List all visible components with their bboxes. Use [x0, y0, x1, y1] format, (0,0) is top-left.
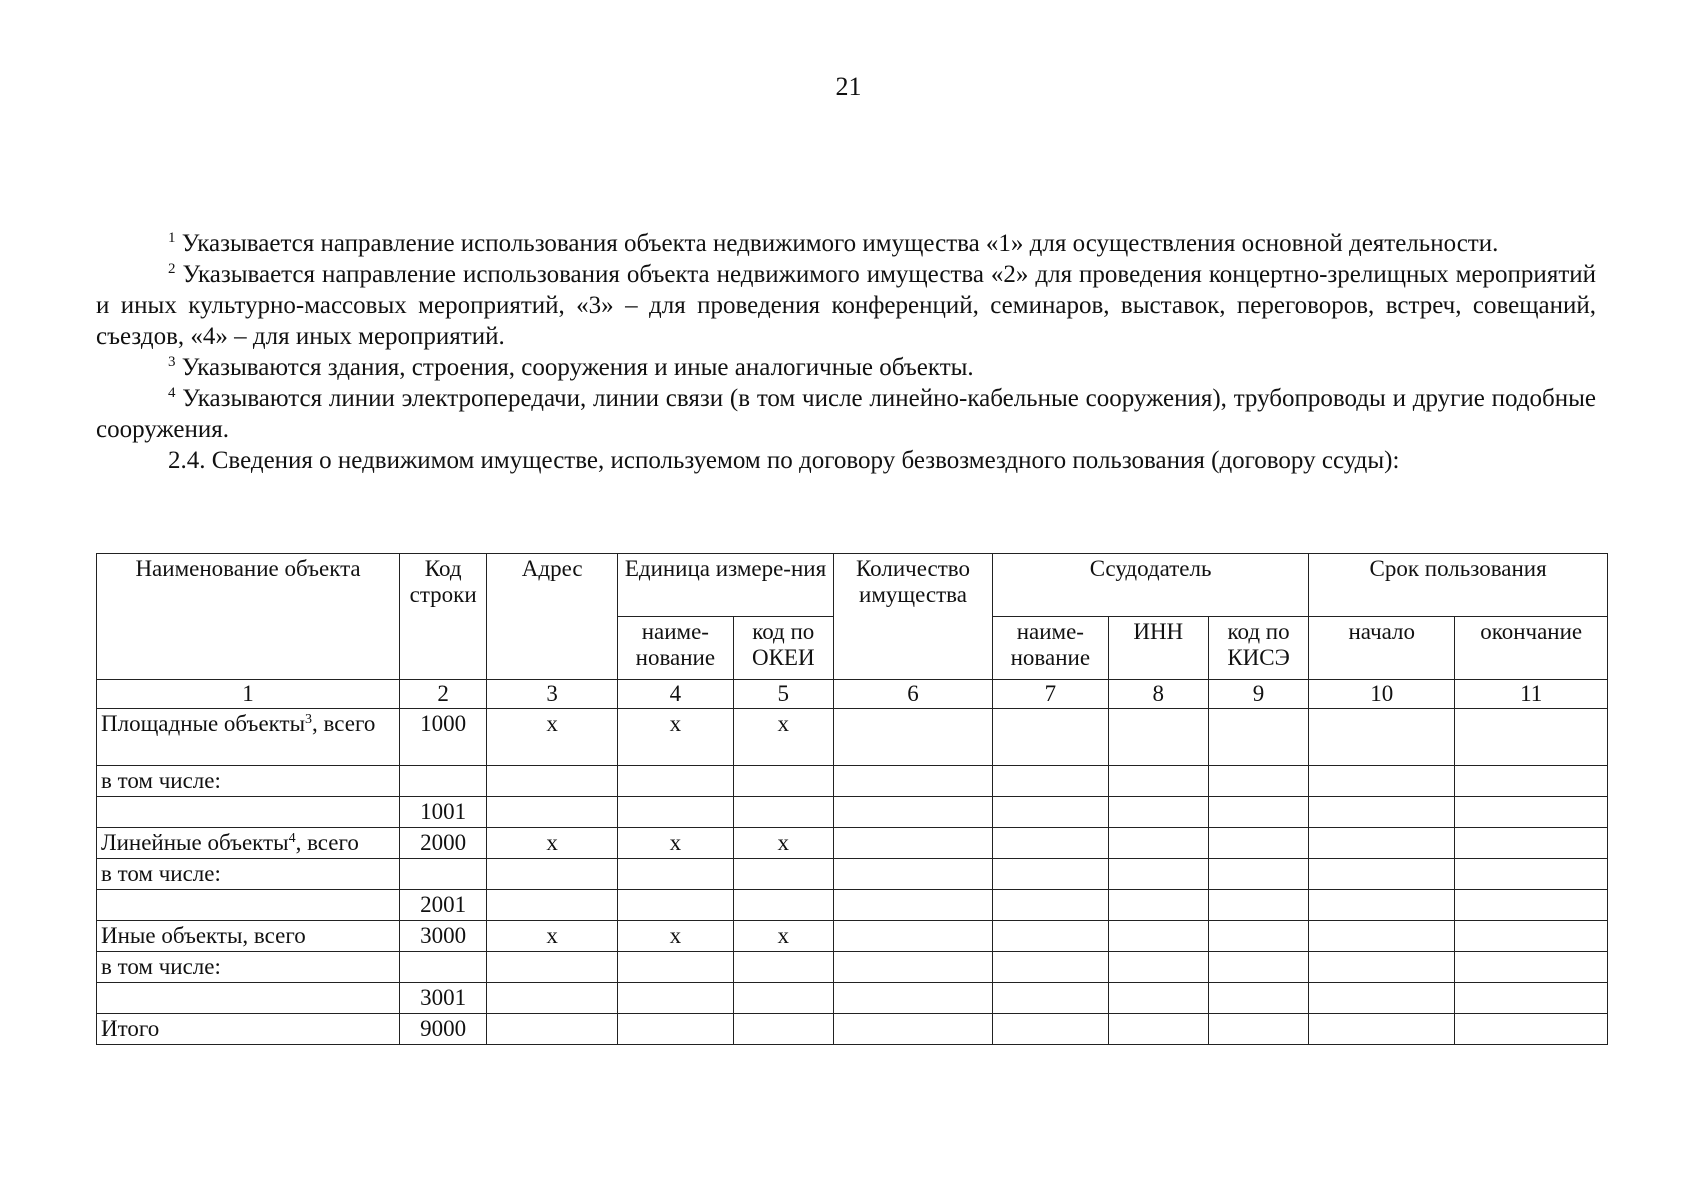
row-name: в том числе: — [97, 766, 400, 797]
cell-quantity[interactable] — [833, 766, 992, 797]
footnote-mark: 4 — [168, 385, 176, 401]
cell-term-start[interactable] — [1309, 797, 1455, 828]
cell-unit-okei: x — [733, 709, 833, 766]
cell-address[interactable] — [487, 766, 618, 797]
page-number: 21 — [835, 72, 862, 101]
cell-unit-name[interactable] — [618, 797, 734, 828]
cell-quantity[interactable] — [833, 797, 992, 828]
cell-address[interactable] — [487, 1014, 618, 1045]
cell-term-end[interactable] — [1455, 828, 1608, 859]
cell-unit-name: x — [618, 921, 734, 952]
cell-unit-okei[interactable] — [733, 890, 833, 921]
cell-address: x — [487, 709, 618, 766]
cell-quantity[interactable] — [833, 921, 992, 952]
cell-unit-name[interactable] — [618, 890, 734, 921]
row-code: 1001 — [400, 797, 487, 828]
cell-unit-okei[interactable] — [733, 983, 833, 1014]
row-name: Линейные объекты$^4$, всего — [97, 828, 400, 859]
header-term-start: начало — [1309, 617, 1455, 680]
cell-quantity[interactable] — [833, 709, 992, 766]
cell-term-end[interactable] — [1455, 709, 1608, 766]
cell-term-end[interactable] — [1455, 859, 1608, 890]
cell-term-end[interactable] — [1455, 952, 1608, 983]
cell-lender-kise[interactable] — [1208, 921, 1308, 952]
cell-term-start[interactable] — [1309, 983, 1455, 1014]
row-code — [400, 952, 487, 983]
cell-unit-okei[interactable] — [733, 766, 833, 797]
footnote-4 — [96, 383, 1596, 445]
cell-lender-kise[interactable] — [1208, 1014, 1308, 1045]
cell-unit-name[interactable] — [618, 952, 734, 983]
cell-address: x — [487, 921, 618, 952]
table-row-total — [97, 1014, 1608, 1045]
cell-lender-inn[interactable] — [1108, 797, 1208, 828]
cell-term-end[interactable] — [1455, 797, 1608, 828]
cell-term-start[interactable] — [1309, 709, 1455, 766]
cell-unit-name: x — [618, 828, 734, 859]
table-row — [97, 797, 1608, 828]
cell-lender-kise[interactable] — [1208, 952, 1308, 983]
header-quantity: Количество имущества — [833, 554, 992, 680]
cell-unit-okei[interactable] — [733, 1014, 833, 1045]
cell-quantity[interactable] — [833, 1014, 992, 1045]
footnote-text: Указываются линии электропередачи, линии связи (в том числе линейно-кабельные сооружения), трубопроводы и другие подобные сооружения. — [96, 385, 1597, 443]
cell-lender-kise[interactable] — [1208, 797, 1308, 828]
cell-address[interactable] — [487, 983, 618, 1014]
cell-term-end[interactable] — [1455, 921, 1608, 952]
header-lender-kise: код по КИСЭ — [1208, 617, 1308, 680]
footnote-text: Указываются здания, строения, сооружения и иные аналогичные объекты. — [181, 354, 974, 381]
cell-address: x — [487, 828, 618, 859]
cell-lender-inn[interactable] — [1108, 859, 1208, 890]
cell-lender-inn[interactable] — [1108, 709, 1208, 766]
cell-lender-name[interactable] — [993, 859, 1109, 890]
cell-term-start[interactable] — [1309, 766, 1455, 797]
header-lender-name: наиме-нование — [993, 617, 1109, 680]
cell-quantity[interactable] — [833, 890, 992, 921]
header-term: Срок пользования — [1309, 554, 1608, 617]
cell-term-start[interactable] — [1309, 921, 1455, 952]
footnote-mark: 2 — [168, 261, 176, 277]
column-number: 10 — [1309, 680, 1455, 709]
cell-lender-kise[interactable] — [1208, 766, 1308, 797]
cell-lender-name[interactable] — [993, 890, 1109, 921]
header-unit-name: наиме-нование — [618, 617, 734, 680]
row-code: 3000 — [400, 921, 487, 952]
cell-term-end[interactable] — [1455, 890, 1608, 921]
footnote-text: Указывается направление использования объекта недвижимого имущества «1» для осуществления основной деятельности. — [181, 230, 1499, 257]
cell-lender-inn[interactable] — [1108, 828, 1208, 859]
row-code: 2000 — [400, 828, 487, 859]
header-lender: Ссудодатель — [993, 554, 1309, 617]
row-name[interactable] — [97, 797, 400, 828]
cell-lender-name[interactable] — [993, 828, 1109, 859]
row-code: 9000 — [400, 1014, 487, 1045]
row-name: Итого — [97, 1014, 400, 1045]
table-row — [97, 766, 1608, 797]
header-unit: Единица измере-ния — [618, 554, 834, 617]
column-number: 6 — [833, 680, 992, 709]
row-code — [400, 766, 487, 797]
cell-address[interactable] — [487, 797, 618, 828]
cell-address[interactable] — [487, 859, 618, 890]
cell-term-start[interactable] — [1309, 890, 1455, 921]
header-address: Адрес — [487, 554, 618, 680]
cell-unit-okei: x — [733, 828, 833, 859]
column-number: 5 — [733, 680, 833, 709]
cell-quantity[interactable] — [833, 983, 992, 1014]
cell-address[interactable] — [487, 890, 618, 921]
table-row — [97, 952, 1608, 983]
header-name: Наименование объекта — [97, 554, 400, 680]
cell-term-start[interactable] — [1309, 859, 1455, 890]
column-number: 1 — [97, 680, 400, 709]
cell-unit-name[interactable] — [618, 766, 734, 797]
row-code: 1000 — [400, 709, 487, 766]
cell-quantity[interactable] — [833, 952, 992, 983]
cell-lender-name[interactable] — [993, 766, 1109, 797]
cell-lender-name[interactable] — [993, 952, 1109, 983]
column-number: 4 — [618, 680, 734, 709]
column-number: 11 — [1455, 680, 1608, 709]
cell-lender-inn[interactable] — [1108, 766, 1208, 797]
cell-quantity[interactable] — [833, 828, 992, 859]
cell-quantity[interactable] — [833, 859, 992, 890]
cell-unit-okei[interactable] — [733, 859, 833, 890]
cell-lender-kise[interactable] — [1208, 983, 1308, 1014]
column-number-row — [97, 680, 1608, 709]
table-row — [97, 828, 1608, 859]
cell-lender-kise[interactable] — [1208, 828, 1308, 859]
header-unit-okei: код по ОКЕИ — [733, 617, 833, 680]
cell-address[interactable] — [487, 952, 618, 983]
cell-unit-okei: x — [733, 921, 833, 952]
cell-lender-inn[interactable] — [1108, 890, 1208, 921]
cell-lender-inn[interactable] — [1108, 952, 1208, 983]
column-number: 2 — [400, 680, 487, 709]
footnote-3 — [96, 352, 1596, 383]
cell-lender-kise[interactable] — [1208, 890, 1308, 921]
table-row — [97, 890, 1608, 921]
header-term-end: окончание — [1455, 617, 1608, 680]
cell-lender-name[interactable] — [993, 797, 1109, 828]
cell-lender-kise[interactable] — [1208, 709, 1308, 766]
table-row — [97, 709, 1608, 766]
column-number: 8 — [1108, 680, 1208, 709]
cell-term-start[interactable] — [1309, 952, 1455, 983]
cell-lender-inn[interactable] — [1108, 921, 1208, 952]
property-table — [96, 553, 1608, 1045]
row-name: Иные объекты, всего — [97, 921, 400, 952]
cell-unit-name: x — [618, 709, 734, 766]
row-name[interactable] — [97, 983, 400, 1014]
cell-unit-name[interactable] — [618, 859, 734, 890]
table-row — [97, 859, 1608, 890]
footnote-mark: 1 — [168, 230, 176, 246]
column-number: 7 — [993, 680, 1109, 709]
cell-lender-name[interactable] — [993, 709, 1109, 766]
footnote-1 — [96, 228, 1596, 259]
header-row-code: Код строки — [400, 554, 487, 680]
row-name: в том числе: — [97, 952, 400, 983]
cell-unit-okei[interactable] — [733, 952, 833, 983]
cell-lender-inn[interactable] — [1108, 983, 1208, 1014]
cell-term-end[interactable] — [1455, 1014, 1608, 1045]
footnote-2 — [96, 259, 1596, 352]
section-title: 2.4. Сведения о недвижимом имуществе, используемом по договору безвозмездного пользования (договору ссуды): — [168, 447, 1400, 474]
header-lender-inn: ИНН — [1108, 617, 1208, 680]
column-number: 3 — [487, 680, 618, 709]
footnote-text: Указывается направление использования объекта недвижимого имущества «2» для проведения концертно-зрелищных мероприятий и иных культурно-массовых мероприятий, «3» – для проведения конференций, семинаров, выставок, переговоров, встреч, совещаний, съездов, «4» – для иных мероприятий. — [96, 261, 1596, 350]
footnotes — [96, 228, 1596, 476]
cell-term-end[interactable] — [1455, 766, 1608, 797]
table-row — [97, 921, 1608, 952]
cell-lender-name[interactable] — [993, 921, 1109, 952]
cell-term-end[interactable] — [1455, 983, 1608, 1014]
row-code: 2001 — [400, 890, 487, 921]
row-name: Площадные объекты$^3$, всего — [97, 709, 400, 766]
row-code — [400, 859, 487, 890]
cell-unit-name[interactable] — [618, 983, 734, 1014]
cell-lender-name[interactable] — [993, 1014, 1109, 1045]
row-code: 3001 — [400, 983, 487, 1014]
column-number: 9 — [1208, 680, 1308, 709]
cell-term-start[interactable] — [1309, 1014, 1455, 1045]
cell-term-start[interactable] — [1309, 828, 1455, 859]
cell-unit-name[interactable] — [618, 1014, 734, 1045]
cell-lender-kise[interactable] — [1208, 859, 1308, 890]
footnote-mark: 3 — [168, 354, 176, 370]
row-name: в том числе: — [97, 859, 400, 890]
cell-lender-name[interactable] — [993, 983, 1109, 1014]
table-row — [97, 983, 1608, 1014]
cell-lender-inn[interactable] — [1108, 1014, 1208, 1045]
cell-unit-okei[interactable] — [733, 797, 833, 828]
row-name[interactable] — [97, 890, 400, 921]
